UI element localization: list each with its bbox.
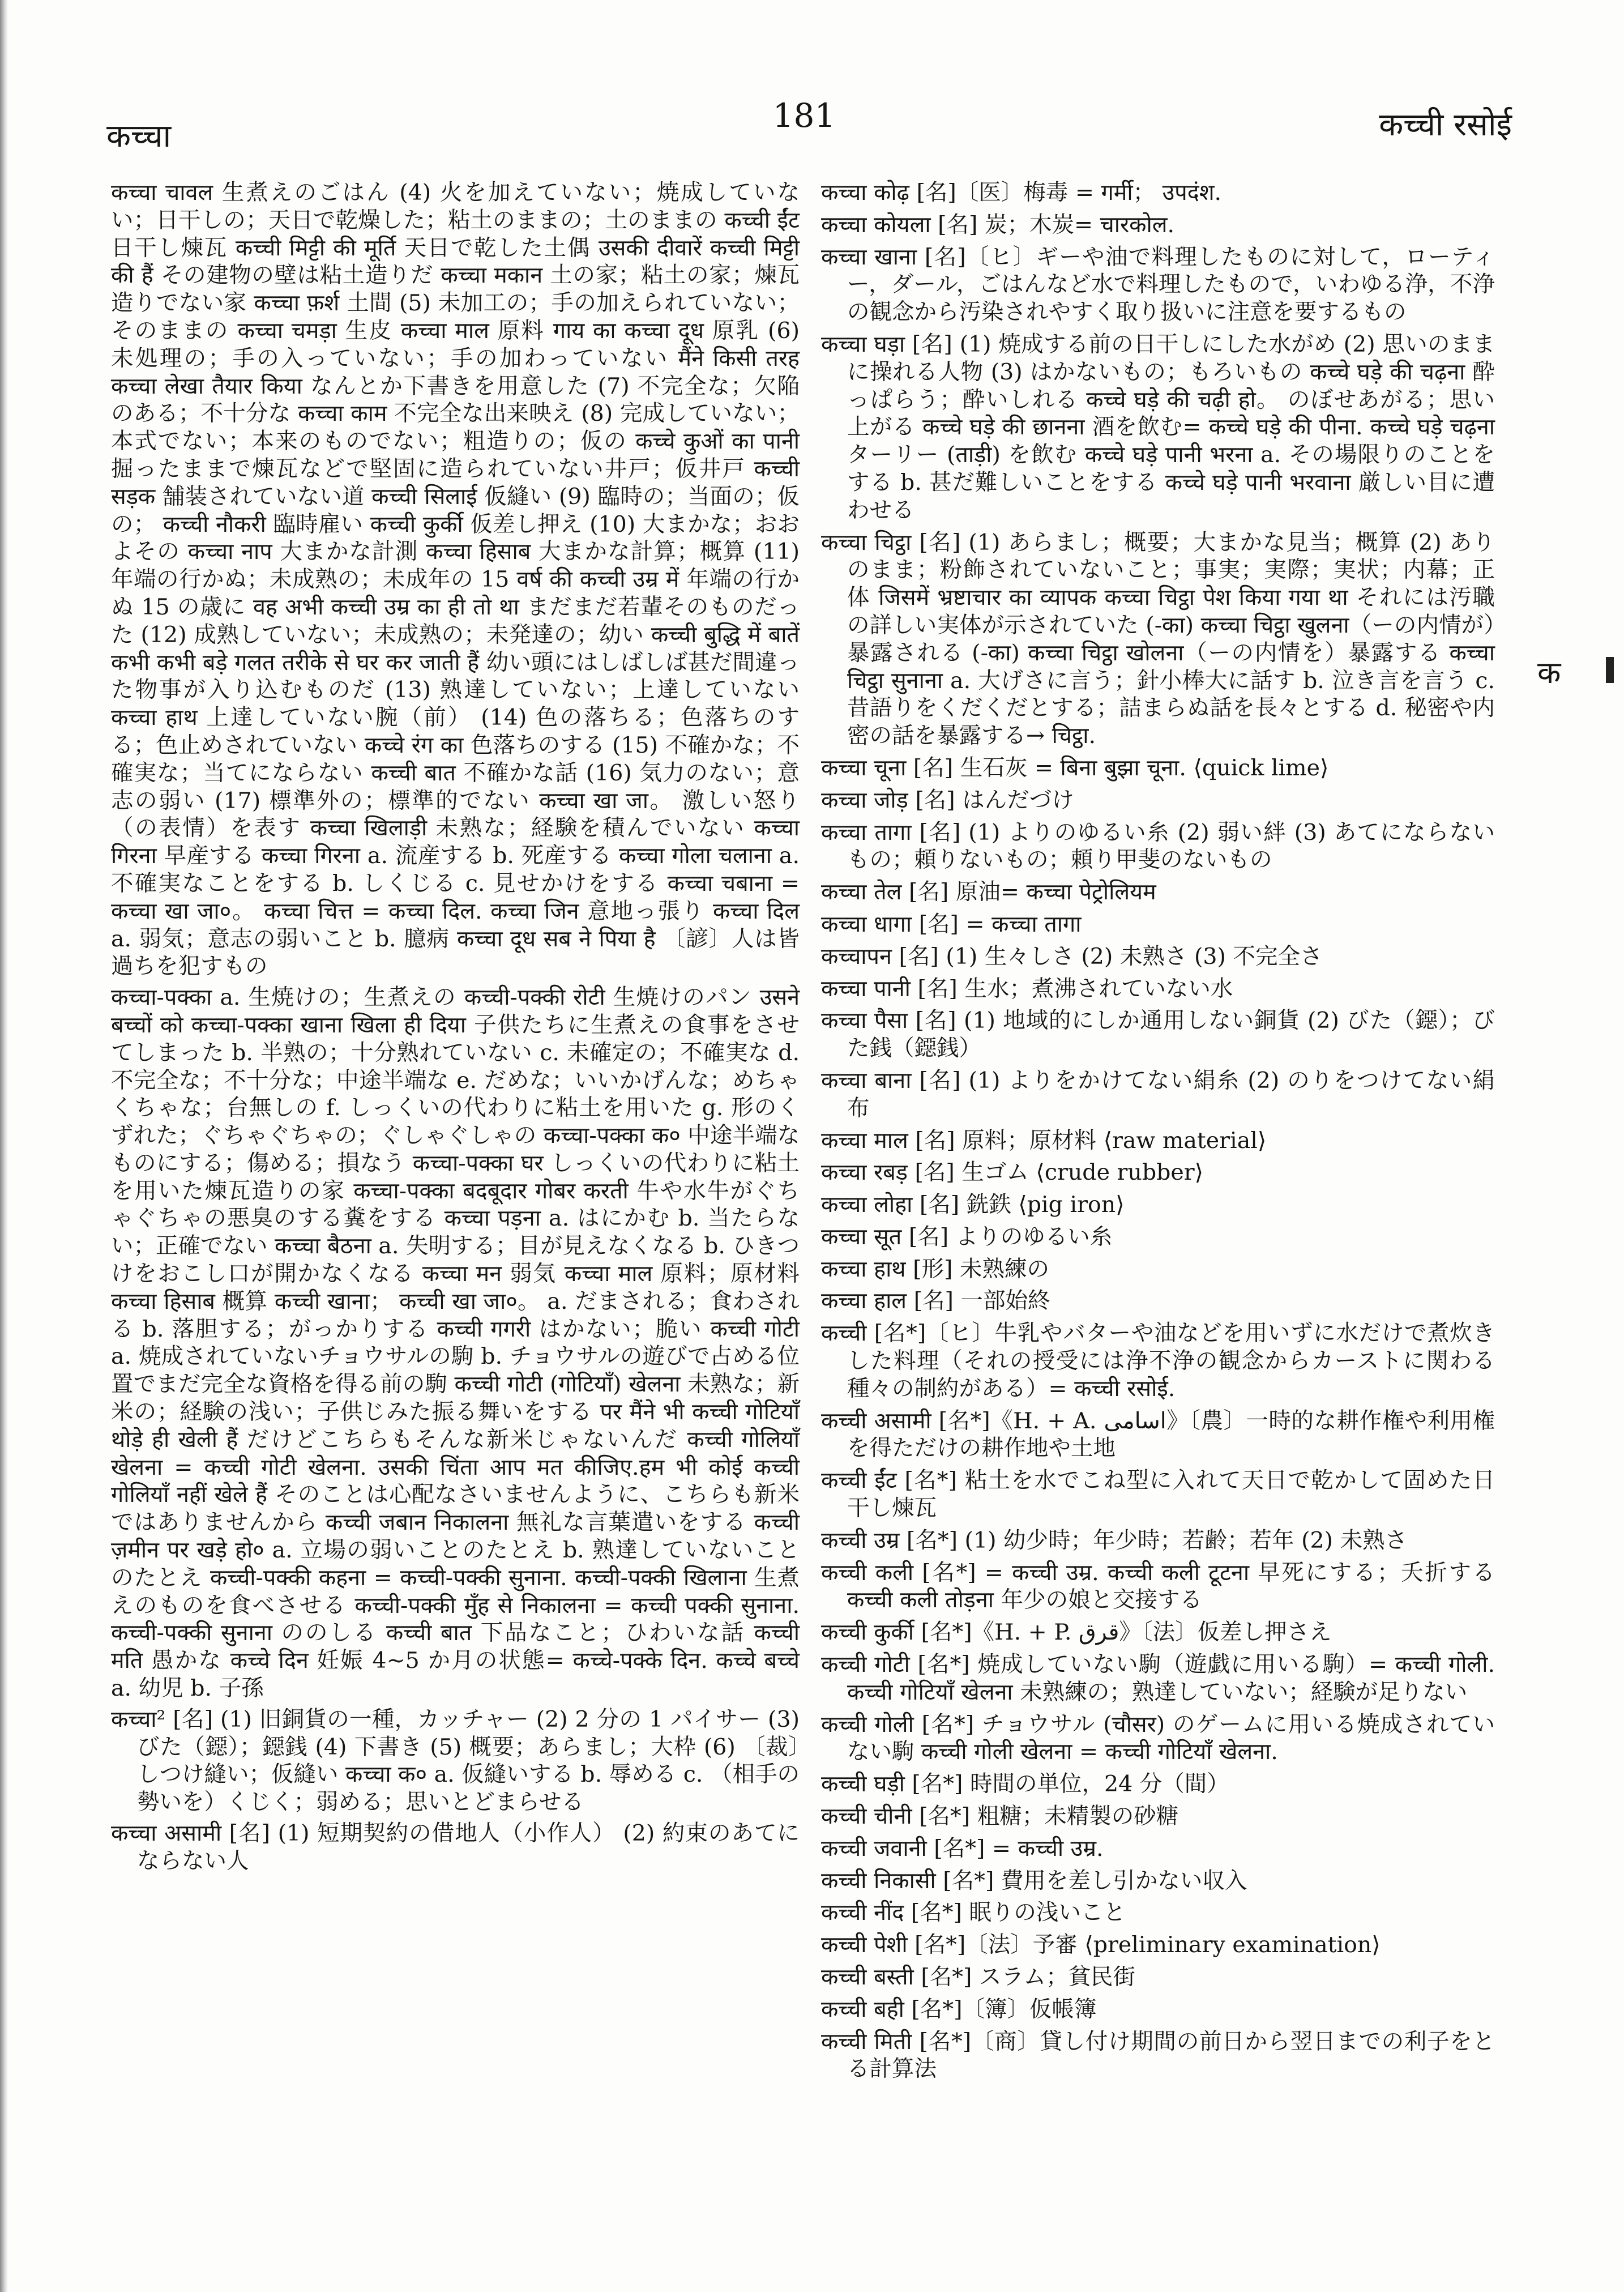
entry: कच्चा खाना [名]〔ヒ〕ギーや油で料理したものに対して，ローティー，ダール，ごはんなど水で料理したもので，いわゆる浄，不浄の観念から汚染されやすく取り扱いに注意を要するもの <box>821 244 1495 326</box>
entry: कच्ची असामी [名*]《H. + A. اسامی》〔農〕一時的な耕作権や利用権を得ただけの耕作地や土地 <box>821 1407 1495 1462</box>
thumb-index-tab <box>1606 657 1614 683</box>
right-column <box>821 179 1495 2088</box>
entry: कच्ची [名*]〔ヒ〕牛乳やバターや油などを用いずに水だけで煮炊きした料理（それの授受には浄不浄の観念からカーストに関わる種々の制約がある）= कच्ची रसोई. <box>821 1320 1495 1402</box>
entry: कच्ची बस्ती [名*] スラム；貧民街 <box>821 1964 1136 1991</box>
entry: कच्चा सूत [名] よりのゆるい糸 <box>821 1223 1113 1250</box>
entry: कच्चा तागा [名] (1) よりのゆるい糸 (2) 弱い絆 (3) あてにならないもの；頼りないもの；頼り甲斐のないもの <box>821 819 1495 873</box>
thumb-index-letter: क <box>1537 655 1561 690</box>
entry: कच्ची कुर्की [名*]《H. + P. قرق》〔法〕仮差し押さえ <box>821 1619 1332 1646</box>
entry: कच्ची पेशी [名*]〔法〕予審 ⟨preliminary examination⟩ <box>821 1932 1381 1958</box>
entry: कच्ची गोटी [名*] 焼成していない駒（遊戯に用いる駒）= कच्ची गोली. कच्ची गोटियाँ खेलना 未熟練の；熟達していない；経験が足りない <box>821 1651 1495 1705</box>
thumb-index <box>1537 650 1614 692</box>
entry: कच्ची जवानी [名*] = कच्ची उम्र. <box>821 1835 1104 1862</box>
entry: कच्चा घड़ा [名] (1) 焼成する前の日干しにした水がめ (2) 思いのままに操れる人物 (3) はかないもの；もろいもの कच्चे घड़े की चढ़ना 酔っぱらう；酔いしれる कच्चे घड़े की चढ़ी हो。 のぼせあがる；思い上がる कच्चे घड़े की छानना 酒を飲む= कच्चे घड़े की पीना. कच्चे घड़े चढ़ना ターリー (ताड़ी) を飲む कच्चे घड़े पानी भरना a. その場限りのことをする b. 甚だ難しいことをする कच्चे घड़े पानी भरवाना 厳しい目に遭わせる <box>821 331 1495 523</box>
entry: कच्चा चिट्ठा [名] (1) あらまし；概要；大まかな見当；概算 (2) ありのまま；粉飾されていないこと；事実；実際；実状；内幕；正体 जिसमें भ्रष्टाचार का व्यापक कच्चा चिट्ठा पेश किया गया था それには汚職の詳しい実体が示されていた (-का) कच्चा चिट्ठा खुलना（ーの内情が）暴露される (-का) कच्चा चिट्ठा खोलना（ーの内情を）暴露する कच्चा चिट्ठा सुनाना a. 大げさに言う；針小棒大に話す b. 泣き言を言う c. 昔語りをくだくだとする；詰まらぬ話を長々とする d. 秘密や内密の話を暴露する→ चिट्ठा. <box>821 529 1495 749</box>
entry: कच्ची नींद [名*] 眠りの浅いこと <box>821 1900 1126 1926</box>
entry: कच्चा तेल [名] 原油= कच्चा पेट्रोलियम <box>821 879 1156 906</box>
entry: कच्चा² [名] (1) 旧銅貨の一種，カッチャー (2) 2 分の 1 パイサー (3) びた（鐚）；鐚銭 (4) 下書き (5) 概要；あらまし；大枠 (6) 〔裁〕しつけ縫い；仮縫い कच्चा क० a. 仮縫いする b. 辱める c. （相手の勢いを）くじく；弱める；思いとどまらせる <box>111 1706 800 1816</box>
entry: कच्चा माल [名] 原料；原材料 ⟨raw material⟩ <box>821 1127 1267 1154</box>
entry: कच्ची निकासी [名*] 費用を差し引かない収入 <box>821 1867 1247 1894</box>
entry: कच्चा रबड़ [名] 生ゴム ⟨crude rubber⟩ <box>821 1159 1204 1186</box>
entry: कच्ची गोली [名*] チョウサル (चौसर) のゲームに用いる焼成されていない駒 कच्ची गोली खेलना = कच्ची गोटियाँ खेलना. <box>821 1711 1495 1765</box>
entry: कच्चा पैसा [名] (1) 地域的にしか通用しない銅貨 (2) びた（鐚）；びた銭（鐚銭） <box>821 1008 1495 1062</box>
entry: कच्चा धागा [名] = कच्चा तागा <box>821 911 1082 937</box>
entry: कच्ची बही [名*]〔簿〕仮帳簿 <box>821 1996 1097 2022</box>
page-number: 181 <box>772 96 836 135</box>
entry: कच्ची कली [名*] = कच्ची उम्र. कच्ची कली टूटना 早死にする；夭折する कच्ची कली तोड़ना 年少の娘と交接する <box>821 1559 1495 1614</box>
entry: कच्चा चावल 生煮えのごはん (4) 火を加えていない；焼成していない；日干しの；天日で乾燥した；粘土のままの；土のままの कच्ची ईंट 日干し煉瓦 कच्ची मिट्टी की मूर्ति 天日で乾した土偶 उसकी दीवारें कच्ची मिट्टी की हैं その建物の壁は粘土造りだ कच्चा मकान 土の家；粘土の家；煉瓦造りでない家 कच्चा फ़र्श 土間 (5) 未加工の；手の加えられていない；そのままの कच्चा चमड़ा 生皮 कच्चा माल 原料 गाय का कच्चा दूध 原乳 (6) 未処理の；手の入っていない；手の加わっていない मैंने किसी तरह कच्चा लेखा तैयार किया なんとか下書きを用意した (7) 不完全な；欠陥のある；不十分な कच्चा काम 不完全な出来映え (8) 完成していない；本式でない；本来のものでない；粗造りの；仮の कच्चे कुओं का पानी 掘ったままで煉瓦などで堅固に造られていない井戸；仮井戸 कच्ची सड़क 舗装されていない道 कच्ची सिलाई 仮縫い (9) 臨時の；当面の；仮の； कच्ची नौकरी 臨時雇い कच्ची कुर्की 仮差し押え (10) 大まかな；おおよその कच्चा नाप 大まかな計測 कच्चा हिसाब 大まかな計算；概算 (11) 年端の行かぬ；未成熟の；未成年の 15 वर्ष की कच्ची उम्र में 年端の行かぬ 15 の歳に वह अभी कच्ची उम्र का ही तो था まだまだ若輩そのものだった (12) 成熟していない；未成熟の；未発達の；幼い कच्ची बुद्धि में बातें कभी कभी बड़े गलत तरीके से घर कर जाती हैं 幼い頭にはしばしば甚だ間違った物事が入り込むものだ (13) 熟達していない；上達していない कच्चा हाथ 上達していない腕（前） (14) 色の落ちる；色落ちのする；色止めされていない कच्चे रंग का 色落ちのする (15) 不確かな；不確実な；当てにならない कच्ची बात 不確かな話 (16) 気力のない；意志の弱い (17) 標準外の；標準的でない कच्चा खा जा。 激しい怒り（の表情）を表す कच्चा खिलाड़ी 未熟な；経験を積んでいない कच्चा गिरना 早産する कच्चा गिरना a. 流産する b. 死産する कच्चा गोला चलाना a. 不確実なことをする b. しくじる c. 見せかけをする कच्चा चबाना = कच्चा खा जा०。 कच्चा चित्त = कच्चा दिल. कच्चा जिन 意地っ張り कच्चा दिल a. 弱気；意志の弱いこと b. 臆病 कच्चा दूध सब ने पिया है 〔諺〕人は皆過ちを犯すもの <box>111 180 800 980</box>
entry: कच्ची घड़ी [名*] 時間の単位，24 分（間） <box>821 1771 1229 1798</box>
entry: कच्चा कोढ़ [名]〔医〕梅毒 = गर्मी； उपदंश. <box>821 180 1222 206</box>
entry: कच्चा पानी [名] 生水；煮沸されていない水 <box>821 975 1233 1002</box>
header-right-guide-word: कच्ची रसोई <box>1379 106 1512 143</box>
page-header <box>96 96 1512 155</box>
entry: कच्चा-पक्का a. 生焼けの；生煮えの कच्ची-पक्की रोटी 生焼けのパン उसने बच्चों को कच्चा-पक्का खाना खिला ही दिया 子供たちに生煮えの食事をさせてしまった b. 半熟の；十分熟れていない c. 未確定の；不確実な d. 不完全な；不十分な；中途半端な e. だめな；いいかげんな；めちゃくちゃな；台無しの f. しっくいの代わりに粘土を用いた g. 形のくずれた；ぐちゃぐちゃの；ぐしゃぐしゃの कच्चा-पक्का क० 中途半端なものにする；傷める；損なう कच्चा-पक्का घर しっくいの代わりに粘土を用いた煉瓦造りの家 कच्चा-पक्का बदबूदार गोबर करती 牛や水牛がぐちゃぐちゃの悪臭のする糞をする कच्चा पड़ना a. はにかむ b. 当たらない；正確でない कच्चा बैठना a. 失明する；目が見えなくなる b. ひきつけをおこし口が開かなくなる कच्चा मन 弱気 कच्चा माल 原料；原材料 कच्चा हिसाब 概算 कच्ची खाना； कच्ची खा जा०。 a. だまされる；食わされる b. 落胆する；がっかりする कच्ची गगरी はかない；脆い कच्ची गोटी a. 焼成されていないチョウサルの駒 b. チョウサルの遊びで占める位置でまだ完全な資格を得る前の駒 कच्ची गोटी (गोटियाँ) खेलना 未熟な；新米の；経験の浅い；子供じみた振る舞いをする पर मैंने भी कच्ची गोटियाँ थोड़े ही खेली हैं だけどこちらもそんな新米じゃないんだ कच्ची गोलियाँ खेलना = कच्ची गोटी खेलना. उसकी चिंता आप मत कीजिए.हम भी कोई कच्ची गोलियाँ नहीं खेले हैं そのことは心配なさいませんように、こちらも新米ではありませんから कच्ची जबान निकालना 無礼な言葉遣いをする कच्ची ज़मीन पर खड़े हो० a. 立場の弱いことのたとえ b. 熟達していないことのたとえ कच्ची-पक्की कहना = कच्ची-पक्की सुनाना. कच्ची-पक्की खिलाना 生煮えのものを食べさせる कच्ची-पक्की मुँह से निकालना = कच्ची पक्की सुनाना. कच्ची-पक्की सुनाना ののしる कच्ची बात 下品なこと；ひわいな話 कच्ची मति 愚かな कच्चे दिन 妊娠 4~5 か月の状態= कच्चे-पक्के दिन. कच्चे बच्चे a. 幼児 b. 子孫 <box>111 984 800 1702</box>
entry: कच्चा लोहा [名] 銑鉄 ⟨pig iron⟩ <box>821 1192 1125 1218</box>
entry: कच्चा जोड़ [名] はんだづけ <box>821 787 1074 813</box>
entry: कच्चा बाना [名] (1) よりをかけてない絹糸 (2) のりをつけてない絹布 <box>821 1067 1495 1121</box>
scan-edge <box>0 0 8 2292</box>
header-left-guide-word: कच्चा <box>106 118 172 155</box>
entry: कच्चा हाथ [形] 未熟練の <box>821 1256 1049 1282</box>
entry: कच्ची चीनी [名*] 粗糖；未精製の砂糖 <box>821 1803 1179 1830</box>
entry: कच्ची मिती [名*]〔商〕貸し付け期間の前日から翌日までの利子をとる計算法 <box>821 2028 1495 2082</box>
entry: कच्चा चूना [名] 生石灰 = बिना बुझा चूना. ⟨quick lime⟩ <box>821 754 1329 781</box>
entry: कच्चा असामी [名] (1) 短期契約の借地人（小作人） (2) 約束のあてにならない人 <box>111 1820 800 1874</box>
entry: कच्ची ईंट [名*] 粘土を水でこね型に入れて天日で乾かして固めた日干し煉瓦 <box>821 1467 1495 1522</box>
entry: कच्चा कोयला [名] 炭；木炭= चारकोल. <box>821 211 1175 238</box>
entry: कच्चापन [名] (1) 生々しさ (2) 未熟さ (3) 不完全さ <box>821 943 1323 970</box>
entry: कच्चा हाल [名] 一部始終 <box>821 1288 1050 1314</box>
left-column <box>111 179 800 1879</box>
entry: कच्ची उम्र [名*] (1) 幼少時；年少時；若齢；若年 (2) 未熟さ <box>821 1527 1408 1553</box>
